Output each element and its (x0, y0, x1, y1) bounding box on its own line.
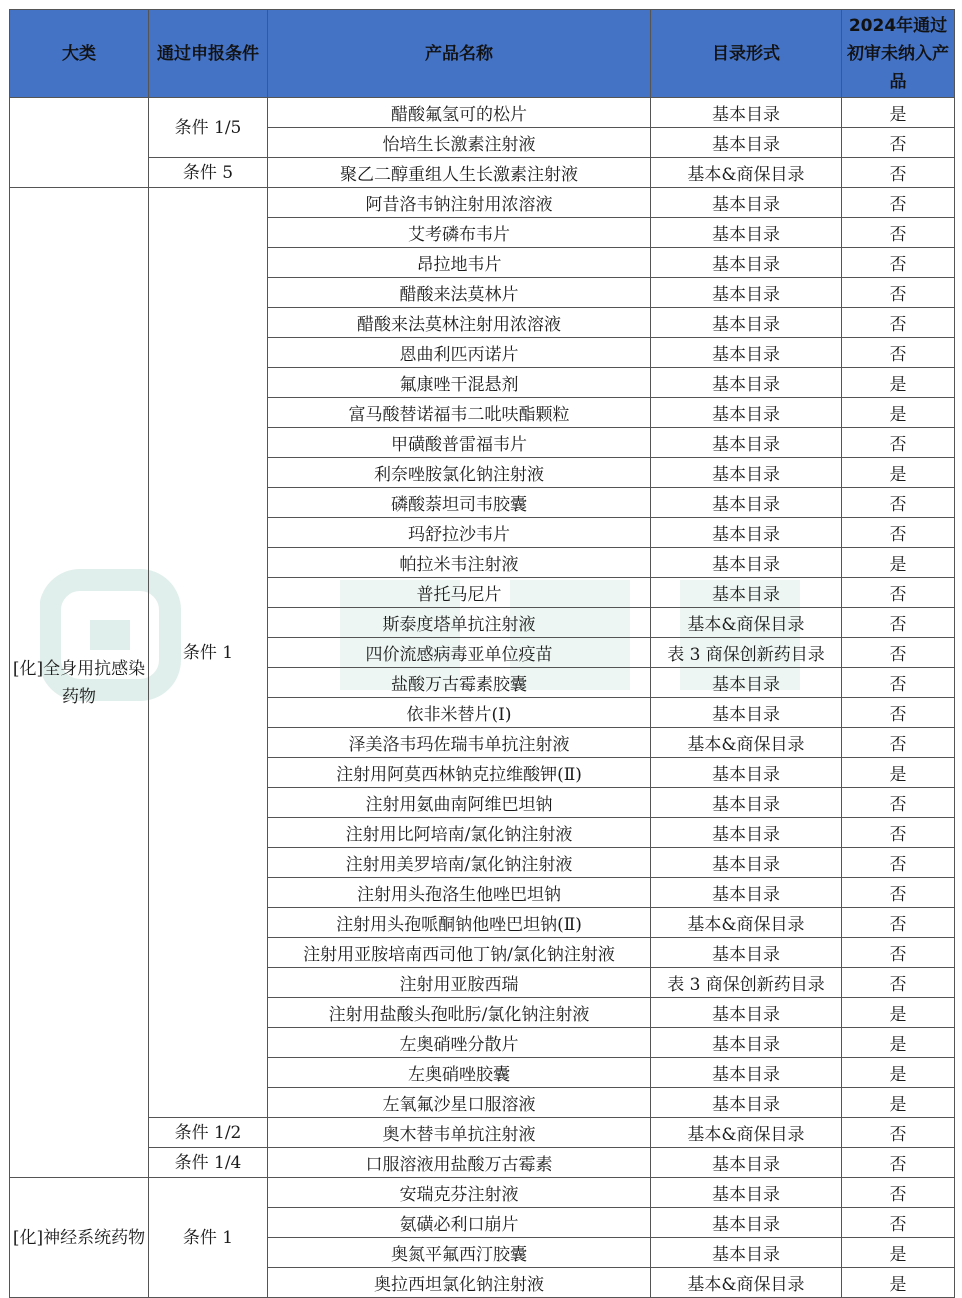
status-cell: 是 (842, 458, 955, 488)
product-name-cell: 恩曲利匹丙诺片 (268, 338, 651, 368)
status-cell: 否 (842, 578, 955, 608)
catalog-form-cell: 基本目录 (651, 1058, 842, 1088)
product-name-cell: 醋酸来法莫林注射用浓溶液 (268, 308, 651, 338)
status-cell: 否 (842, 938, 955, 968)
product-name-cell: 口服溶液用盐酸万古霉素 (268, 1148, 651, 1178)
status-cell: 否 (842, 248, 955, 278)
catalog-form-cell: 基本目录 (651, 188, 842, 218)
status-cell: 否 (842, 218, 955, 248)
product-name-cell: 安瑞克芬注射液 (268, 1178, 651, 1208)
status-cell: 否 (842, 128, 955, 158)
status-cell: 否 (842, 488, 955, 518)
product-name-cell: 昂拉地韦片 (268, 248, 651, 278)
status-cell: 否 (842, 788, 955, 818)
condition-cell: 条件 5 (149, 158, 268, 188)
header-catalog: 目录形式 (651, 10, 842, 98)
product-name-cell: 泽美洛韦玛佐瑞韦单抗注射液 (268, 728, 651, 758)
status-cell: 否 (842, 608, 955, 638)
product-name-cell: 艾考磷布韦片 (268, 218, 651, 248)
status-cell: 否 (842, 518, 955, 548)
status-cell: 否 (842, 908, 955, 938)
status-cell: 否 (842, 698, 955, 728)
condition-cell: 条件 1/2 (149, 1118, 268, 1148)
header-product: 产品名称 (268, 10, 651, 98)
catalog-form-cell: 基本&商保目录 (651, 158, 842, 188)
status-cell: 否 (842, 638, 955, 668)
product-name-cell: 注射用头孢洛生他唑巴坦钠 (268, 878, 651, 908)
catalog-form-cell: 基本目录 (651, 758, 842, 788)
product-name-cell: 四价流感病毒亚单位疫苗 (268, 638, 651, 668)
product-name-cell: 左氧氟沙星口服溶液 (268, 1088, 651, 1118)
status-cell: 否 (842, 428, 955, 458)
status-cell: 否 (842, 278, 955, 308)
product-name-cell: 注射用阿莫西林钠克拉维酸钾(Ⅱ) (268, 758, 651, 788)
catalog-form-cell: 基本目录 (651, 1088, 842, 1118)
product-name-cell: 注射用美罗培南/氯化钠注射液 (268, 848, 651, 878)
catalog-form-cell: 基本&商保目录 (651, 1118, 842, 1148)
catalog-form-cell: 基本目录 (651, 1178, 842, 1208)
status-cell: 否 (842, 818, 955, 848)
product-name-cell: 奥拉西坦氯化钠注射液 (268, 1268, 651, 1298)
status-cell: 是 (842, 1088, 955, 1118)
catalog-form-cell: 基本目录 (651, 1238, 842, 1268)
product-name-cell: 帕拉米韦注射液 (268, 548, 651, 578)
product-name-cell: 醋酸来法莫林片 (268, 278, 651, 308)
product-name-cell: 氨磺必利口崩片 (268, 1208, 651, 1238)
catalog-form-cell: 基本目录 (651, 488, 842, 518)
product-name-cell: 注射用氨曲南阿维巴坦钠 (268, 788, 651, 818)
drug-list-table (9, 9, 955, 1298)
header-row (10, 10, 955, 98)
condition-cell: 条件 1 (149, 188, 268, 1118)
table-row (10, 158, 955, 188)
status-cell: 是 (842, 1268, 955, 1298)
status-cell: 否 (842, 668, 955, 698)
product-name-cell: 磷酸萘坦司韦胶囊 (268, 488, 651, 518)
catalog-form-cell: 基本目录 (651, 518, 842, 548)
status-cell: 是 (842, 758, 955, 788)
status-cell: 否 (842, 968, 955, 998)
catalog-form-cell: 基本目录 (651, 848, 842, 878)
catalog-form-cell: 基本目录 (651, 668, 842, 698)
catalog-form-cell: 基本&商保目录 (651, 1268, 842, 1298)
status-cell: 否 (842, 158, 955, 188)
catalog-form-cell: 基本目录 (651, 308, 842, 338)
header-condition: 通过申报条件 (149, 10, 268, 98)
status-cell: 否 (842, 1208, 955, 1238)
product-name-cell: 左奥硝唑分散片 (268, 1028, 651, 1058)
status-cell: 是 (842, 368, 955, 398)
product-name-cell: 注射用亚胺培南西司他丁钠/氯化钠注射液 (268, 938, 651, 968)
product-name-cell: 左奥硝唑胶囊 (268, 1058, 651, 1088)
status-cell: 是 (842, 1028, 955, 1058)
catalog-form-cell: 基本目录 (651, 938, 842, 968)
product-name-cell: 阿昔洛韦钠注射用浓溶液 (268, 188, 651, 218)
catalog-form-cell: 基本目录 (651, 398, 842, 428)
condition-cell: 条件 1 (149, 1178, 268, 1298)
table-row (10, 1178, 955, 1208)
table-row (10, 188, 955, 218)
catalog-form-cell: 基本目录 (651, 578, 842, 608)
status-cell: 是 (842, 998, 955, 1028)
status-cell: 否 (842, 878, 955, 908)
condition-cell: 条件 1/4 (149, 1148, 268, 1178)
status-cell: 否 (842, 848, 955, 878)
product-name-cell: 普托马尼片 (268, 578, 651, 608)
catalog-form-cell: 基本目录 (651, 98, 842, 128)
catalog-form-cell: 基本目录 (651, 248, 842, 278)
product-name-cell: 注射用比阿培南/氯化钠注射液 (268, 818, 651, 848)
status-cell: 否 (842, 308, 955, 338)
catalog-form-cell: 基本目录 (651, 818, 842, 848)
category-cell (10, 98, 149, 188)
product-name-cell: 醋酸氟氢可的松片 (268, 98, 651, 128)
status-cell: 否 (842, 188, 955, 218)
product-name-cell: 利奈唑胺氯化钠注射液 (268, 458, 651, 488)
catalog-form-cell: 基本目录 (651, 1148, 842, 1178)
header-2024-status: 2024年通过初审未纳入产品 (842, 10, 955, 98)
product-name-cell: 聚乙二醇重组人生长激素注射液 (268, 158, 651, 188)
catalog-form-cell: 基本&商保目录 (651, 908, 842, 938)
product-name-cell: 盐酸万古霉素胶囊 (268, 668, 651, 698)
catalog-form-cell: 基本目录 (651, 1028, 842, 1058)
catalog-form-cell: 基本目录 (651, 368, 842, 398)
catalog-form-cell: 表 3 商保创新药目录 (651, 968, 842, 998)
catalog-form-cell: 基本&商保目录 (651, 608, 842, 638)
status-cell: 否 (842, 1118, 955, 1148)
catalog-form-cell: 表 3 商保创新药目录 (651, 638, 842, 668)
status-cell: 是 (842, 548, 955, 578)
catalog-form-cell: 基本目录 (651, 128, 842, 158)
status-cell: 否 (842, 1178, 955, 1208)
catalog-form-cell: 基本目录 (651, 458, 842, 488)
category-cell: [化]全身用抗感染药物 (10, 188, 149, 1178)
product-name-cell: 奥氮平氟西汀胶囊 (268, 1238, 651, 1268)
category-cell: [化]神经系统药物 (10, 1178, 149, 1298)
product-name-cell: 依非米替片(Ⅰ) (268, 698, 651, 728)
table-row (10, 98, 955, 128)
product-name-cell: 怡培生长激素注射液 (268, 128, 651, 158)
table-body (10, 98, 955, 1298)
catalog-form-cell: 基本目录 (651, 878, 842, 908)
header-category: 大类 (10, 10, 149, 98)
catalog-form-cell: 基本目录 (651, 338, 842, 368)
catalog-form-cell: 基本目录 (651, 998, 842, 1028)
status-cell: 否 (842, 728, 955, 758)
product-name-cell: 甲磺酸普雷福韦片 (268, 428, 651, 458)
status-cell: 是 (842, 398, 955, 428)
table-row (10, 1148, 955, 1178)
product-name-cell: 斯泰度塔单抗注射液 (268, 608, 651, 638)
status-cell: 是 (842, 98, 955, 128)
catalog-form-cell: 基本目录 (651, 788, 842, 818)
catalog-form-cell: 基本目录 (651, 698, 842, 728)
status-cell: 否 (842, 1148, 955, 1178)
catalog-form-cell: 基本目录 (651, 1208, 842, 1238)
catalog-form-cell: 基本目录 (651, 548, 842, 578)
condition-cell: 条件 1/5 (149, 98, 268, 158)
catalog-form-cell: 基本目录 (651, 218, 842, 248)
status-cell: 是 (842, 1058, 955, 1088)
product-name-cell: 氟康唑干混悬剂 (268, 368, 651, 398)
catalog-form-cell: 基本&商保目录 (651, 728, 842, 758)
catalog-form-cell: 基本目录 (651, 278, 842, 308)
status-cell: 否 (842, 338, 955, 368)
product-name-cell: 玛舒拉沙韦片 (268, 518, 651, 548)
product-name-cell: 注射用盐酸头孢吡肟/氯化钠注射液 (268, 998, 651, 1028)
product-name-cell: 注射用头孢哌酮钠他唑巴坦钠(Ⅱ) (268, 908, 651, 938)
status-cell: 是 (842, 1238, 955, 1268)
product-name-cell: 奥木替韦单抗注射液 (268, 1118, 651, 1148)
product-name-cell: 注射用亚胺西瑞 (268, 968, 651, 998)
product-name-cell: 富马酸替诺福韦二吡呋酯颗粒 (268, 398, 651, 428)
table-row (10, 1118, 955, 1148)
catalog-form-cell: 基本目录 (651, 428, 842, 458)
